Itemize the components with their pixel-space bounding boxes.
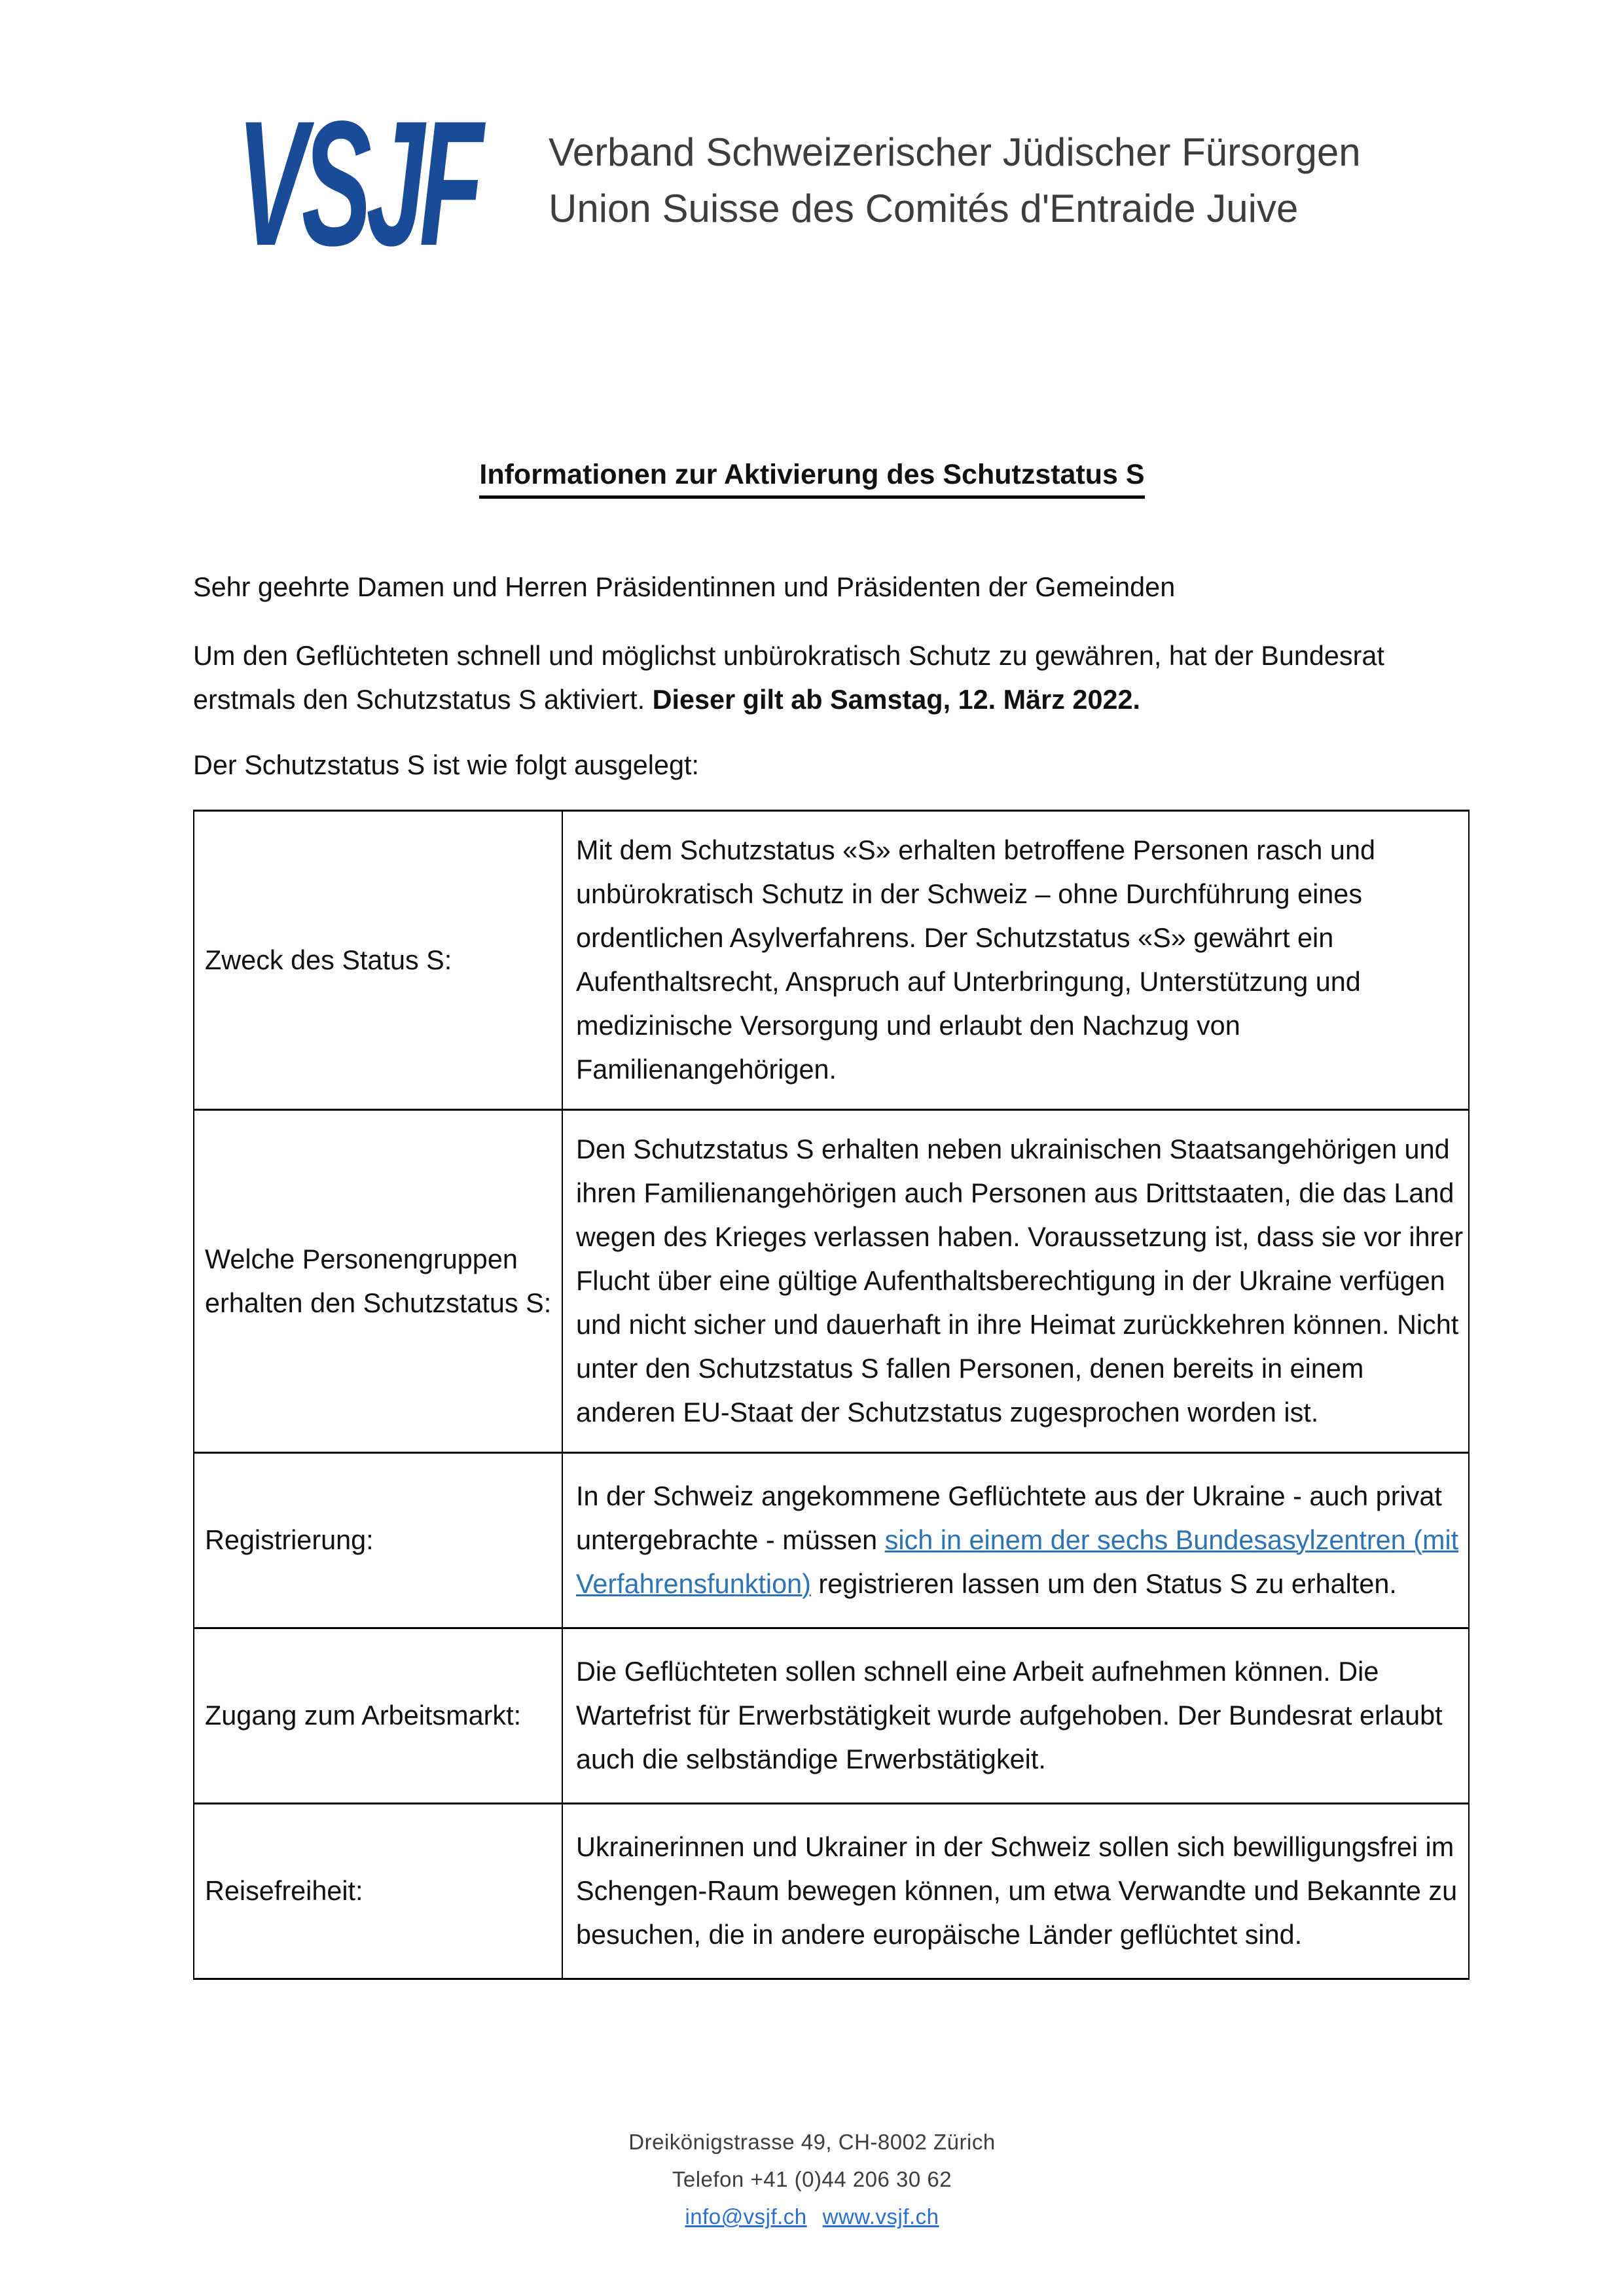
document-title	[0, 459, 1624, 499]
row-label-cell: Zugang zum Arbeitsmarkt:	[194, 1628, 562, 1804]
table-row	[194, 1453, 1469, 1628]
registration-text-after: registrieren lassen um den Status S zu erhalten.	[810, 1569, 1397, 1599]
row-label-cell: Reisefreiheit:	[194, 1804, 562, 1979]
table-row	[194, 1628, 1469, 1804]
document-title-text: Informationen zur Aktivierung des Schutzstatus S	[479, 459, 1144, 499]
salutation: Sehr geehrte Damen und Herren Präsidentinnen und Präsidenten der Gemeinden	[193, 572, 1176, 602]
registration-text-before: In der Schweiz angekommene Geflüchtete aus der Ukraine - auch privat untergebrachte - müssen	[576, 1481, 1442, 1555]
intro-paragraph	[193, 634, 1437, 722]
logo-subtitle	[549, 124, 1361, 237]
table-lead-in: Der Schutzstatus S ist wie folgt ausgelegt:	[193, 750, 700, 780]
footer-address: Dreikönigstrasse 49, CH-8002 Zürich	[628, 2130, 996, 2154]
footer-links	[0, 2198, 1624, 2235]
vsjf-logo: VSJF	[237, 84, 478, 283]
bundesasylzentren-link[interactable]: sich in einem der sechs Bundesasylzentren (mit Verfahrensfunktion)	[576, 1525, 1459, 1599]
row-content-cell: Ukrainerinnen und Ukrainer in der Schweiz sollen sich bewilligungsfrei im Schengen-Raum bewegen können, um etwa Verwandte und Bekannte zu besuchen, die in andere europäische Länder geflüchtet sind.	[562, 1804, 1469, 1979]
intro-paragraph-normal: Um den Geflüchteten schnell und möglichst unbürokratisch Schutz zu gewähren, hat der Bundesrat erstmals den Schutzstatus S aktiviert.	[193, 641, 1384, 715]
logo-subtitle-line1: Verband Schweizerischer Jüdischer Fürsorgen	[549, 130, 1361, 174]
footer-email-link[interactable]: info@vsjf.ch	[685, 2204, 807, 2229]
row-content-cell: Die Geflüchteten sollen schnell eine Arbeit aufnehmen können. Die Wartefrist für Erwerbstätigkeit wurde aufgehoben. Der Bundesrat erlaubt auch die selbständige Erwerbstätigkeit.	[562, 1628, 1469, 1804]
table-row	[194, 1804, 1469, 1979]
row-label-cell: Registrierung:	[194, 1453, 562, 1628]
footer	[0, 2123, 1624, 2235]
footer-phone: Telefon +41 (0)44 206 30 62	[672, 2167, 952, 2191]
row-label-cell: Zweck des Status S:	[194, 811, 562, 1110]
footer-website-link[interactable]: www.vsjf.ch	[822, 2204, 939, 2229]
table-row	[194, 811, 1469, 1110]
intro-paragraph-bold: Dieser gilt ab Samstag, 12. März 2022.	[652, 685, 1141, 715]
intro-section	[193, 565, 1437, 787]
row-label-cell: Welche Personengruppen erhalten den Schutzstatus S:	[194, 1110, 562, 1453]
status-table	[193, 810, 1470, 1980]
logo-subtitle-line2: Union Suisse des Comités d'Entraide Juive	[549, 187, 1299, 230]
row-content-cell	[562, 1453, 1469, 1628]
row-content-cell: Mit dem Schutzstatus «S» erhalten betroffene Personen rasch und unbürokratisch Schutz in der Schweiz – ohne Durchführung eines ordentlichen Asylverfahrens. Der Schutzstatus «S» gewährt ein Aufenthaltsrecht, Anspruch auf Unterbringung, Unterstützung und medizinische Versorgung und erlaubt den Nachzug von Familienangehörigen.	[562, 811, 1469, 1110]
row-content-cell: Den Schutzstatus S erhalten neben ukrainischen Staatsangehörigen und ihren Familienangehörigen auch Personen aus Drittstaaten, die das Land wegen des Krieges verlassen haben. Voraussetzung ist, dass sie vor ihrer Flucht über eine gültige Aufenthaltsberechtigung in der Ukraine verfügen und nicht sicher und dauerhaft in ihre Heimat zurückkehren können. Nicht unter den Schutzstatus S fallen Personen, denen bereits in einem anderen EU-Staat der Schutzstatus zugesprochen worden ist.	[562, 1110, 1469, 1453]
table-row	[194, 1110, 1469, 1453]
